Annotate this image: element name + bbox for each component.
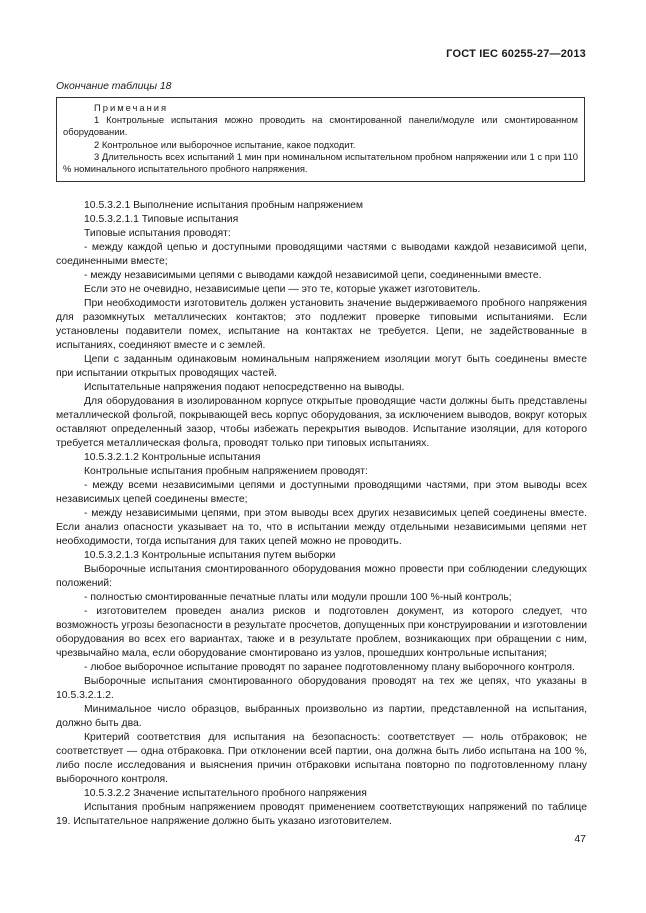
note-item: 3 Длительность всех испытаний 1 мин при номинальном испытательном пробном напряжении или 1 с при 110 % номинального испытательного пробного напряжения.	[63, 150, 578, 175]
paragraph: Цепи с заданным одинаковым номинальным напряжением изоляции могут быть соединены вместе при испытании открытых проводящих частей.	[56, 354, 587, 379]
list-item: - изготовителем проведен анализ рисков и подготовлен документ, из которого следует, что возможность угрозы безопасности в результате просчетов, допущенных при конструировании и изготовлении оборудования во всех его вариантах, также и в результате проблем, возникающих при обращении с ним, чрезвычайно мала, если оборудование смонтировано из узлов, прошедших контрольные испытания;	[56, 606, 587, 659]
paragraph: Выборочные испытания смонтированного оборудования можно провести при соблюдении следующих положений:	[56, 564, 587, 589]
paragraph: Испытания пробным напряжением проводят применением соответствующих напряжений по таблице 19. Испытательное напряжение должно быть указано изготовителем.	[56, 802, 587, 827]
paragraph: Критерий соответствия для испытания на безопасность: соответствует — ноль отбраковок; не соответствует — одна отбраковка. При отклонении всей партии, она должна быть либо испытана на 100 %, либо после исследования и выяснения причин отбраковки испытана повторно по подготовленному плану выборочного контроля.	[56, 732, 587, 785]
paragraph: Типовые испытания проводят:	[84, 228, 231, 239]
paragraph: При необходимости изготовитель должен установить значение выдерживаемого пробного напряжения для разомкнутых металлических контактов; это подлежит проверке типовыми испытаниями. Если установлены подавители помех, испытание на контактах не требуется. Цепи, не задействованные в испытаниях, соединяют вместе и с землей.	[56, 298, 587, 351]
page-number: 47	[574, 833, 586, 845]
notes-box	[56, 97, 585, 182]
note-item: 1 Контрольные испытания можно проводить на смонтированной панели/модуле или смонтированном оборудовании.	[63, 114, 578, 138]
section-heading: 10.5.3.2.1.2 Контрольные испытания	[84, 452, 261, 463]
list-item: - полностью смонтированные печатные платы или модули прошли 100 %-ный контроль;	[84, 592, 512, 603]
section-heading: 10.5.3.2.1.3 Контрольные испытания путем выборки	[84, 550, 336, 561]
paragraph: Контрольные испытания пробным напряжением проводят:	[84, 466, 368, 477]
document-body	[56, 199, 587, 829]
list-item: - любое выборочное испытание проводят по заранее подготовленному плану выборочного контроля.	[84, 662, 575, 673]
section-heading: 10.5.3.2.1 Выполнение испытания пробным напряжением	[84, 200, 364, 211]
paragraph: Испытательные напряжения подают непосредственно на выводы.	[84, 382, 405, 393]
paragraph: Выборочные испытания смонтированного оборудования проводят на тех же цепях, что указаны в 10.5.3.2.1.2.	[56, 676, 587, 701]
list-item: - между независимыми цепями с выводами каждой независимой цепи, соединенными вместе.	[84, 270, 542, 281]
paragraph: Если это не очевидно, независимые цепи — это те, которые укажет изготовитель.	[84, 284, 481, 295]
section-heading: 10.5.3.2.2 Значение испытательного пробного напряжения	[84, 788, 367, 799]
list-item: - между всеми независимыми цепями и доступными проводящими частями, при этом выводы всех независимых цепей соединены вместе;	[56, 480, 587, 505]
section-heading: 10.5.3.2.1.1 Типовые испытания	[84, 214, 239, 225]
list-item: - между каждой цепью и доступными проводящими частями с выводами каждой независимой цепи, соединенными вместе;	[56, 242, 587, 267]
paragraph: Минимальное число образцов, выбранных произвольно из партии, представленной на испытания, должно быть два.	[56, 704, 587, 729]
table-caption: Окончание таблицы 18	[56, 81, 172, 92]
list-item: - между независимыми цепями, при этом выводы всех других независимых цепей соединены вместе. Если анализ опасности указывает на то, что в испытании между отдельными независимыми цепями нет необходимости, тогда испытания для таких цепей можно не проводить.	[56, 508, 587, 547]
notes-title: Примечания	[94, 102, 169, 113]
document-header: ГОСТ IEC 60255-27—2013	[446, 48, 586, 60]
paragraph: Для оборудования в изолированном корпусе открытые проводящие части должны быть представлены металлической фольгой, покрывающей весь корпус оборудования, за исключением выводов, вокруг которых оставляют определенный зазор, чтобы избежать перекрытия выводов. Испытание изоляции, для которого требуется металлическая фольга, проводят только при типовых испытаниях.	[56, 396, 587, 449]
note-item: 2 Контрольное или выборочное испытание, какое подходит.	[94, 138, 356, 150]
